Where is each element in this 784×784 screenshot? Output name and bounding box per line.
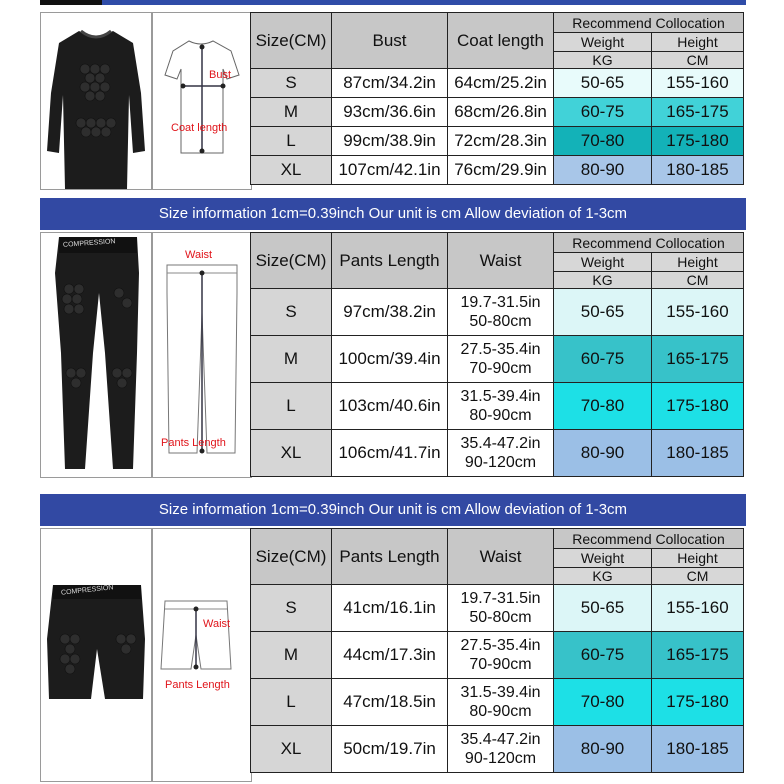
- height-header: Height: [652, 549, 744, 568]
- weight-cell: 70-80: [554, 679, 652, 726]
- weight-unit: KG: [554, 272, 652, 289]
- pants-length-header: Pants Length: [332, 233, 448, 289]
- waist-cell: [448, 632, 554, 679]
- waist-cell: [448, 726, 554, 773]
- table-row: [251, 632, 744, 679]
- size-info-header: Size information 1cm=0.39inch Our unit is cm Allow deviation of 1-3cm: [40, 494, 746, 526]
- size-cell: XL: [251, 430, 332, 477]
- size-header: Size(CM): [251, 13, 332, 69]
- waist-inch: 19.7-31.5in: [460, 590, 541, 607]
- waist-label: Waist: [203, 618, 231, 630]
- waist-inch: 19.7-31.5in: [460, 294, 541, 311]
- table-row: [251, 383, 744, 430]
- shorts-size-table: [250, 528, 744, 773]
- waist-cm: 70-90cm: [469, 656, 532, 673]
- size-cell: M: [251, 98, 332, 127]
- height-cell: 175-180: [652, 383, 744, 430]
- coat-length-label: Coat length: [171, 122, 228, 134]
- weight-cell: 80-90: [554, 156, 652, 185]
- table-row: [251, 98, 744, 127]
- weight-unit: KG: [554, 568, 652, 585]
- waist-inch: 27.5-35.4in: [460, 341, 541, 358]
- coat-length-cell: 64cm/25.2in: [448, 69, 554, 98]
- compression-print: COMPRESSION: [60, 584, 114, 597]
- pants-length-header: Pants Length: [332, 529, 448, 585]
- pants-length-cell: 50cm/19.7in: [332, 726, 448, 773]
- height-cell: 180-185: [652, 430, 744, 477]
- weight-cell: 60-75: [554, 98, 652, 127]
- height-cell: 165-175: [652, 632, 744, 679]
- size-info-header: Size information 1cm=0.39inch Our unit is cm Allow deviation of 1-3cm: [40, 198, 746, 230]
- waist-inch: 31.5-39.4in: [460, 684, 541, 701]
- bust-cell: 107cm/42.1in: [332, 156, 448, 185]
- pants-length-cell: 97cm/38.2in: [332, 289, 448, 336]
- waist-cell: [448, 679, 554, 726]
- table-row: [251, 726, 744, 773]
- height-unit: CM: [652, 272, 744, 289]
- pants-length-label: Pants Length: [161, 437, 226, 449]
- height-header: Height: [652, 253, 744, 272]
- coat-length-cell: 72cm/28.3in: [448, 127, 554, 156]
- recommend-collocation-header: Recommend Collocation: [554, 233, 744, 253]
- weight-cell: 50-65: [554, 289, 652, 336]
- waist-cell: [448, 289, 554, 336]
- table-row: [251, 156, 744, 185]
- pants-size-table: [250, 232, 744, 477]
- bust-cell: 99cm/38.9in: [332, 127, 448, 156]
- waist-cm: 50-80cm: [469, 313, 532, 330]
- shorts-measure-sketch: [152, 528, 252, 782]
- recommend-collocation-header: Recommend Collocation: [554, 529, 744, 549]
- height-unit: CM: [652, 568, 744, 585]
- size-cell: XL: [251, 156, 332, 185]
- table-row: [251, 127, 744, 156]
- height-cell: 155-160: [652, 69, 744, 98]
- pants-measure-sketch: [152, 232, 252, 478]
- size-cell: L: [251, 127, 332, 156]
- weight-cell: 50-65: [554, 69, 652, 98]
- waist-header: Waist: [448, 529, 554, 585]
- height-cell: 155-160: [652, 289, 744, 336]
- size-cell: S: [251, 69, 332, 98]
- height-unit: CM: [652, 52, 744, 69]
- height-cell: 180-185: [652, 726, 744, 773]
- shirt-measure-sketch: [152, 12, 252, 190]
- waist-inch: 35.4-47.2in: [460, 731, 541, 748]
- waist-cell: [448, 383, 554, 430]
- waist-label: Waist: [185, 249, 213, 261]
- weight-cell: 60-75: [554, 336, 652, 383]
- top-header-dark-tab: [40, 0, 102, 5]
- waist-inch: 35.4-47.2in: [460, 435, 541, 452]
- table-row: [251, 430, 744, 477]
- waist-cm: 90-120cm: [464, 750, 537, 767]
- size-cell: L: [251, 679, 332, 726]
- pants-length-cell: 44cm/17.3in: [332, 632, 448, 679]
- weight-cell: 80-90: [554, 726, 652, 773]
- weight-unit: KG: [554, 52, 652, 69]
- pants-length-cell: 103cm/40.6in: [332, 383, 448, 430]
- pants-length-cell: 41cm/16.1in: [332, 585, 448, 632]
- weight-cell: 70-80: [554, 383, 652, 430]
- table-row: [251, 336, 744, 383]
- weight-cell: 80-90: [554, 430, 652, 477]
- height-cell: 175-180: [652, 679, 744, 726]
- size-cell: M: [251, 336, 332, 383]
- waist-cell: [448, 336, 554, 383]
- table-row: [251, 679, 744, 726]
- height-header: Height: [652, 33, 744, 52]
- height-cell: 155-160: [652, 585, 744, 632]
- bust-cell: 93cm/36.6in: [332, 98, 448, 127]
- weight-cell: 50-65: [554, 585, 652, 632]
- pants-length-cell: 47cm/18.5in: [332, 679, 448, 726]
- recommend-collocation-header: Recommend Collocation: [554, 13, 744, 33]
- waist-inch: 27.5-35.4in: [460, 637, 541, 654]
- height-cell: 180-185: [652, 156, 744, 185]
- coat-length-cell: 68cm/26.8in: [448, 98, 554, 127]
- shorts-photo: [40, 528, 152, 782]
- pants-photo: [40, 232, 152, 478]
- waist-inch: 31.5-39.4in: [460, 388, 541, 405]
- top-header-strip: [40, 0, 746, 5]
- table-row: [251, 69, 744, 98]
- size-cell: XL: [251, 726, 332, 773]
- weight-cell: 60-75: [554, 632, 652, 679]
- waist-header: Waist: [448, 233, 554, 289]
- waist-cm: 90-120cm: [464, 454, 537, 471]
- weight-header: Weight: [554, 33, 652, 52]
- pants-size-section: [40, 198, 746, 478]
- size-cell: S: [251, 585, 332, 632]
- weight-cell: 70-80: [554, 127, 652, 156]
- height-cell: 165-175: [652, 98, 744, 127]
- waist-cell: [448, 430, 554, 477]
- size-header: Size(CM): [251, 529, 332, 585]
- shirt-photo: [40, 12, 152, 190]
- waist-cm: 50-80cm: [469, 609, 532, 626]
- height-cell: 165-175: [652, 336, 744, 383]
- bust-header: Bust: [332, 13, 448, 69]
- size-header: Size(CM): [251, 233, 332, 289]
- size-cell: M: [251, 632, 332, 679]
- compression-print: COMPRESSION: [62, 238, 116, 249]
- pants-length-cell: 100cm/39.4in: [332, 336, 448, 383]
- weight-header: Weight: [554, 549, 652, 568]
- table-row: [251, 585, 744, 632]
- table-row: [251, 289, 744, 336]
- bust-cell: 87cm/34.2in: [332, 69, 448, 98]
- bust-label: Bust: [209, 69, 232, 81]
- waist-cm: 70-90cm: [469, 360, 532, 377]
- waist-cm: 80-90cm: [469, 407, 532, 424]
- size-cell: S: [251, 289, 332, 336]
- shorts-size-section: [40, 494, 746, 782]
- waist-cm: 80-90cm: [469, 703, 532, 720]
- coat-length-header: Coat length: [448, 13, 554, 69]
- pants-length-cell: 106cm/41.7in: [332, 430, 448, 477]
- shirt-size-table: [250, 12, 744, 185]
- weight-header: Weight: [554, 253, 652, 272]
- waist-cell: [448, 585, 554, 632]
- coat-length-cell: 76cm/29.9in: [448, 156, 554, 185]
- pants-length-label: Pants Length: [165, 679, 230, 691]
- shirt-size-section: [40, 10, 746, 190]
- size-cell: L: [251, 383, 332, 430]
- height-cell: 175-180: [652, 127, 744, 156]
